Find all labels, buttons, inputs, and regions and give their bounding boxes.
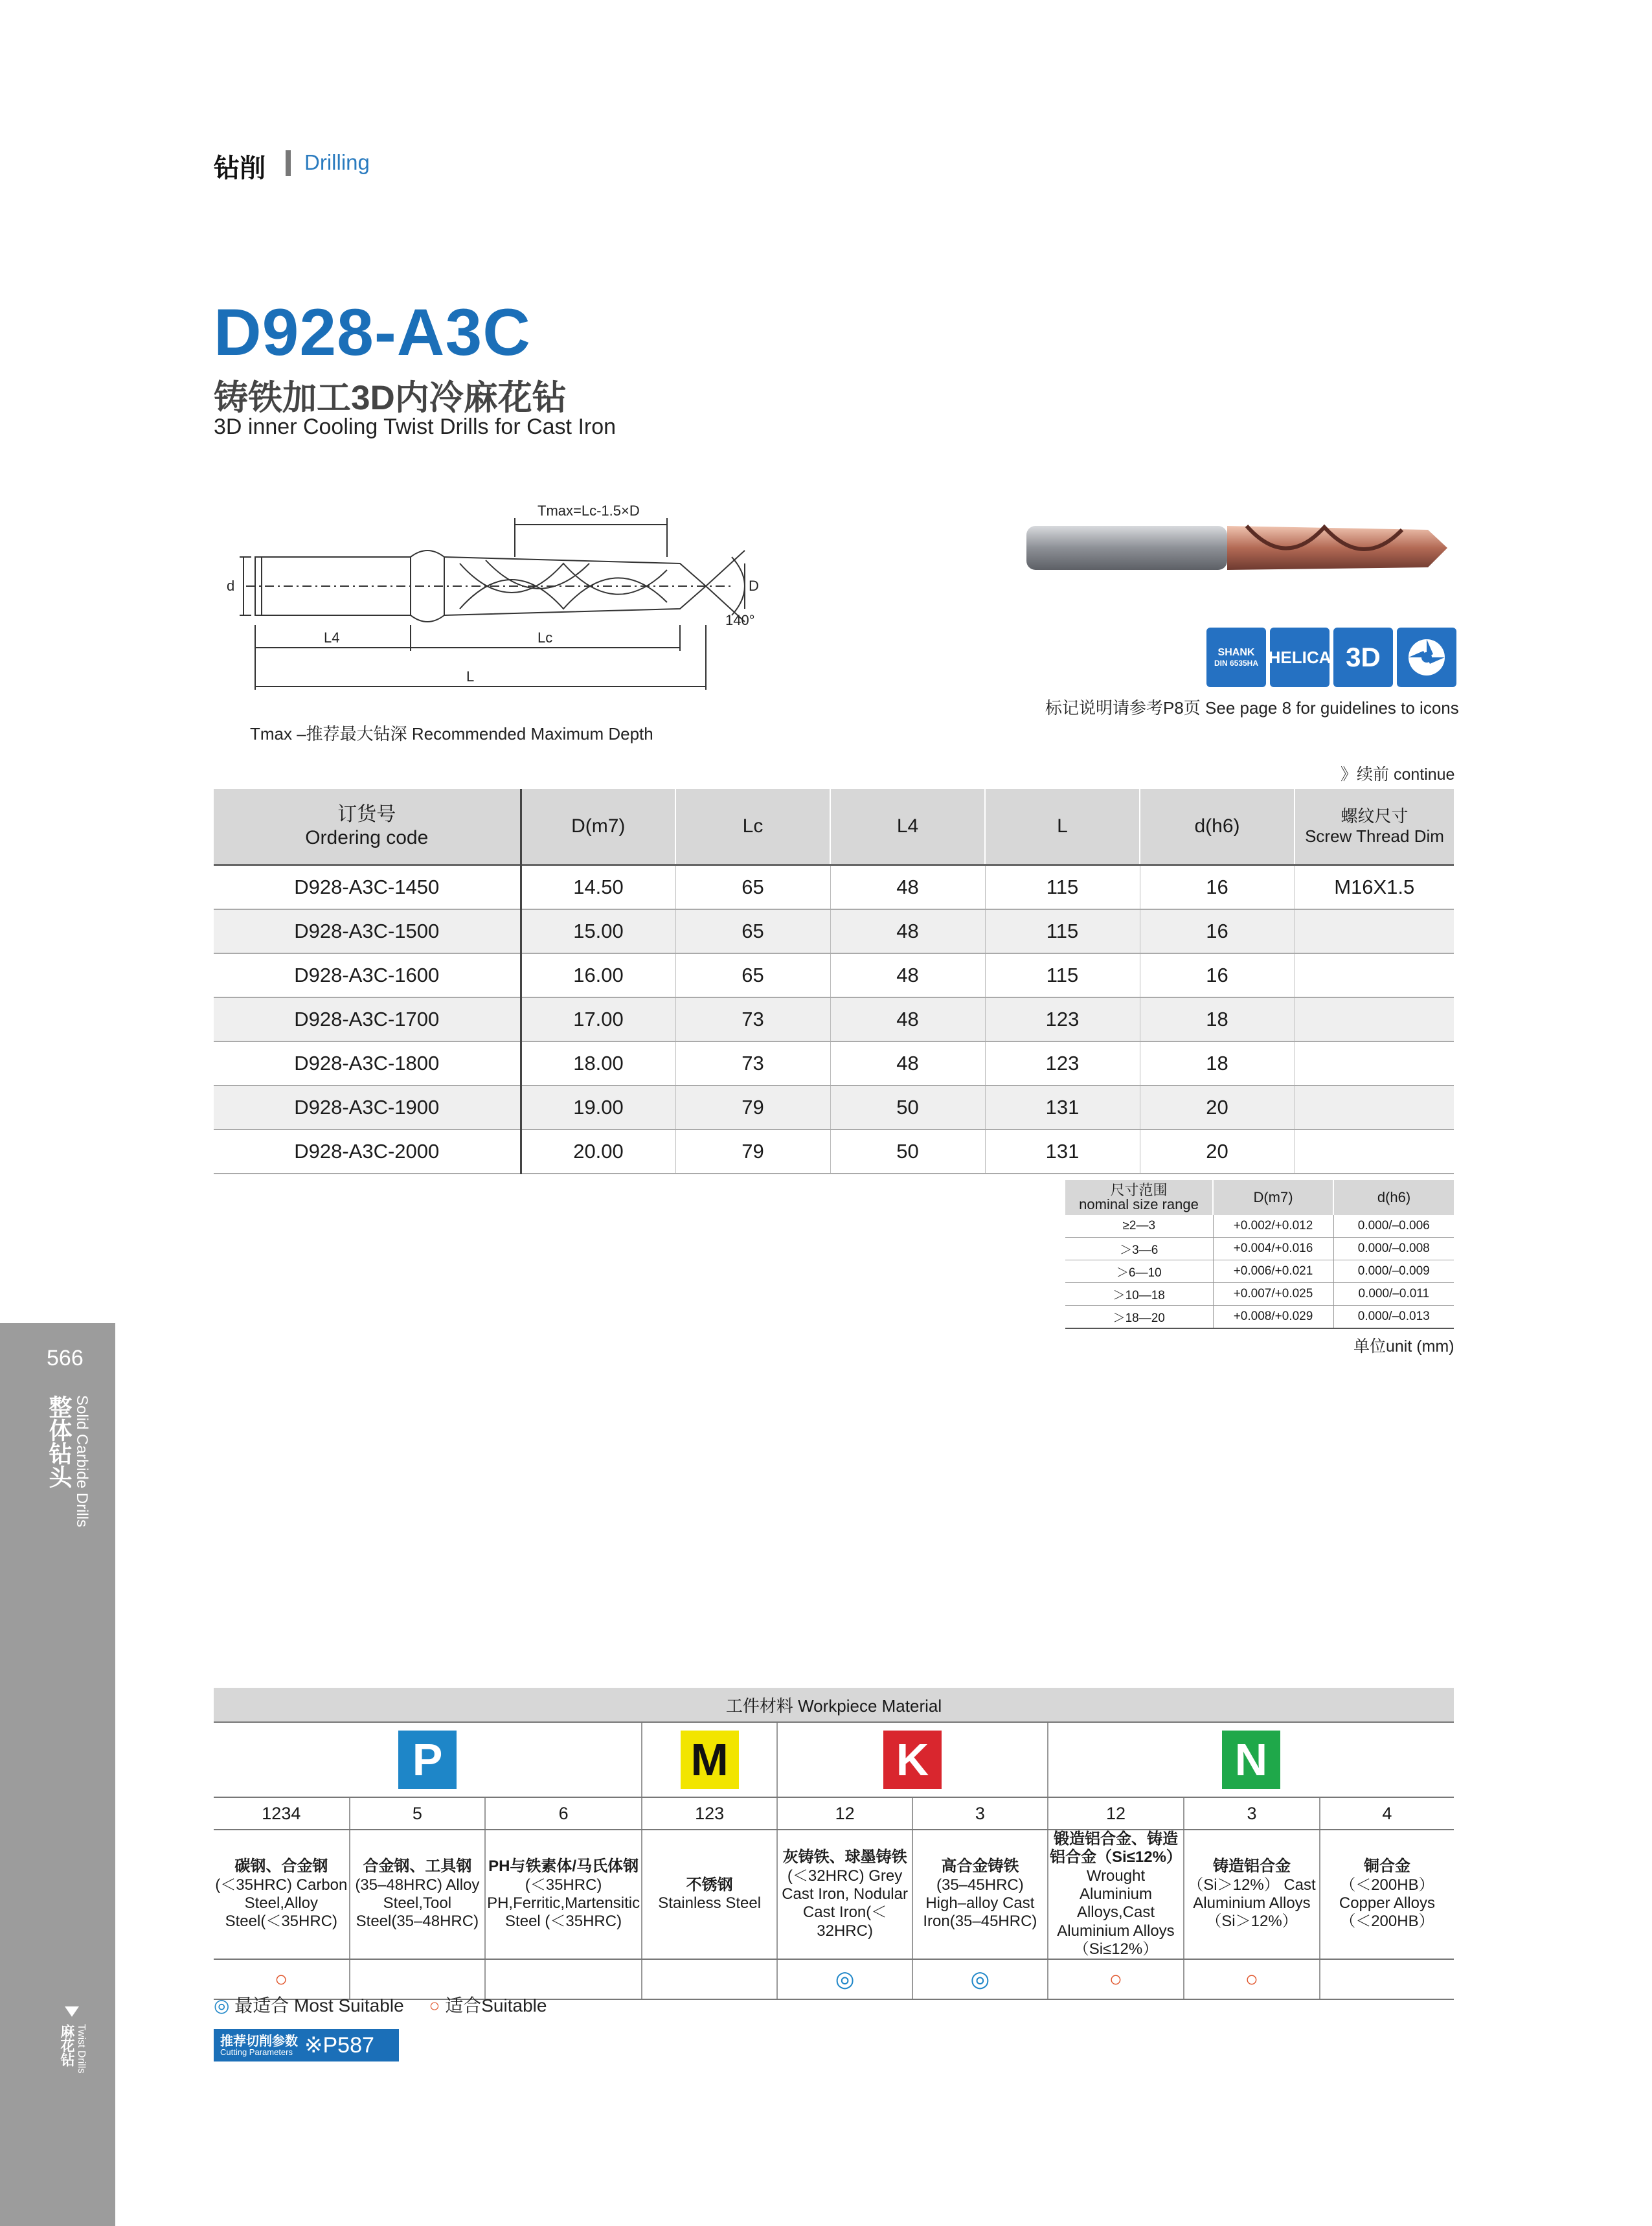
header-tol-D: D(m7) xyxy=(1213,1180,1333,1215)
most-suitable-label: 最适合 Most Suitable xyxy=(234,1995,404,2016)
header-L4: L4 xyxy=(830,789,985,865)
material-number: 5 xyxy=(350,1797,485,1830)
suitability-mark: ○ xyxy=(1048,1959,1184,1999)
suitability-mark: ◎ xyxy=(912,1959,1048,1999)
header-ordering-code: 订货号 Ordering code xyxy=(214,789,521,865)
header-Lc: Lc xyxy=(675,789,830,865)
tolerance-row: ＞18—20 +0.008/+0.029 0.000/–0.013 xyxy=(1065,1306,1454,1329)
header-divider xyxy=(286,150,291,176)
material-group-p: P xyxy=(398,1731,457,1789)
label-L4: L4 xyxy=(324,630,340,646)
material-name: 灰铸铁、球墨铸铁 (＜32HRC) Grey Cast Iron, Nodular Cast Iron(＜32HRC) xyxy=(777,1830,912,1959)
suitable-icon: ○ xyxy=(429,1995,440,2016)
suitability-mark: ○ xyxy=(1184,1959,1320,1999)
tolerance-row: ＞6—10 +0.006/+0.021 0.000/–0.009 xyxy=(1065,1260,1454,1283)
suitability-mark: ○ xyxy=(214,1959,350,1999)
header-L: L xyxy=(985,789,1140,865)
product-title-cn: 铸铁加工3D内冷麻花钻 xyxy=(214,379,567,417)
subchapter-en: Twist Drills xyxy=(76,2024,87,2074)
table-row: D928-A3C-1600 16.00 65 48 115 16 xyxy=(214,953,1454,997)
material-name: 高合金铸铁 (35–45HRC) High–alloy Cast Iron(35–45HRC) xyxy=(912,1830,1048,1959)
tolerance-row: ＞10—18 +0.007/+0.025 0.000/–0.011 xyxy=(1065,1283,1454,1306)
dimension-table xyxy=(214,789,1454,1174)
table-row: D928-A3C-2000 20.00 79 50 131 20 xyxy=(214,1130,1454,1174)
cutting-en: Cutting Parameters xyxy=(220,2047,293,2057)
header-d: d(h6) xyxy=(1140,789,1295,865)
inner-coolant-icon xyxy=(1397,628,1456,687)
material-number: 12 xyxy=(1048,1797,1184,1830)
label-angle: 140° xyxy=(725,612,755,628)
table-row: D928-A3C-1800 18.00 73 48 123 18 xyxy=(214,1041,1454,1085)
feature-icons xyxy=(1206,628,1456,687)
header-size-range: 尺寸范围 nominal size range xyxy=(1065,1180,1213,1215)
tmax-note: Tmax –推荐最大钻深 Recommended Maximum Depth xyxy=(250,724,653,744)
suitable-label: 适合Suitable xyxy=(445,1995,547,2016)
section-title-en: Drilling xyxy=(304,150,370,174)
table-row: D928-A3C-1500 15.00 65 48 115 16 xyxy=(214,909,1454,953)
drill-photo xyxy=(1026,518,1454,583)
material-number: 3 xyxy=(912,1797,1048,1830)
cutting-parameters-ref[interactable] xyxy=(214,2029,399,2061)
material-name: 不锈钢 Stainless Steel xyxy=(642,1830,777,1959)
material-number: 1234 xyxy=(214,1797,350,1830)
tolerance-row: ＞3—6 +0.004/+0.016 0.000/–0.008 xyxy=(1065,1238,1454,1260)
3d-icon: 3D xyxy=(1333,628,1393,687)
suitability-mark xyxy=(642,1959,777,1999)
material-name: 合金钢、工具钢 (35–48HRC) Alloy Steel,Tool Steel(35–48HRC) xyxy=(350,1830,485,1959)
chapter-cn: 整体钻头 xyxy=(46,1395,73,1488)
icon-guideline-note: 标记说明请参考P8页 See page 8 for guidelines to icons xyxy=(1045,698,1459,718)
material-number: 6 xyxy=(485,1797,642,1830)
chapter-en: Solid Carbide Drills xyxy=(73,1395,91,1528)
workpiece-material-table xyxy=(214,1688,1454,2000)
shank-icon: SHANK DIN 6535HA xyxy=(1206,628,1266,687)
header-thread: 螺纹尺寸 Screw Thread Dim xyxy=(1295,789,1454,865)
table-row: D928-A3C-1700 17.00 73 48 123 18 xyxy=(214,997,1454,1041)
subchapter-cn: 麻花钻 xyxy=(59,2024,75,2067)
header-D: D(m7) xyxy=(521,789,675,865)
material-name: 铜合金 （＜200HB） Copper Alloys （＜200HB） xyxy=(1320,1830,1454,1959)
material-name: 铸造铝合金 （Si＞12%） Cast Aluminium Alloys （Si＞12%） xyxy=(1184,1830,1320,1959)
material-group-k: K xyxy=(883,1731,942,1789)
tmax-formula: Tmax=Lc-1.5×D xyxy=(537,503,640,519)
unit-label: 单位unit (mm) xyxy=(1353,1337,1454,1356)
section-title-cn: 钻削 xyxy=(214,154,266,183)
most-suitable-icon: ◎ xyxy=(214,1995,230,2016)
cutting-cn: 推荐切削参数 xyxy=(220,2034,298,2049)
down-arrow-icon xyxy=(65,2006,79,2017)
page-number: 566 xyxy=(47,1346,84,1370)
label-D: D xyxy=(749,578,759,594)
suitability-legend xyxy=(214,1992,547,2017)
label-d: d xyxy=(227,578,235,594)
continue-label: 》续前 continue xyxy=(1341,766,1455,784)
workpiece-caption: 工件材料 Workpiece Material xyxy=(214,1688,1454,1722)
material-number: 4 xyxy=(1320,1797,1454,1830)
material-number: 12 xyxy=(777,1797,912,1830)
product-title-en: 3D inner Cooling Twist Drills for Cast Iron xyxy=(214,415,617,439)
table-row: D928-A3C-1450 14.50 65 48 115 16 M16X1.5 xyxy=(214,865,1454,910)
cutting-page-ref: ※P587 xyxy=(304,2033,374,2058)
material-name: 锻造铝合金、铸造铝合金（Si≤12%） Wrought Aluminium Alloys,Cast Aluminium Alloys（Si≤12%） xyxy=(1048,1830,1184,1959)
product-code: D928-A3C xyxy=(214,295,531,369)
material-name: PH与铁素体/马氏体钢 (＜35HRC) PH,Ferritic,Martensitic Steel (＜35HRC) xyxy=(485,1830,642,1959)
suitability-mark xyxy=(1320,1959,1454,1999)
suitability-mark: ◎ xyxy=(777,1959,912,1999)
material-number: 123 xyxy=(642,1797,777,1830)
material-group-n: N xyxy=(1222,1731,1280,1789)
tolerance-table xyxy=(1065,1180,1454,1329)
table-row: D928-A3C-1900 19.00 79 50 131 20 xyxy=(214,1085,1454,1130)
tolerance-row: ≥2—3 +0.002/+0.012 0.000/–0.006 xyxy=(1065,1215,1454,1238)
material-name: 碳钢、合金钢 (＜35HRC) Carbon Steel,Alloy Steel(＜35HRC) xyxy=(214,1830,350,1959)
drill-drawing xyxy=(214,492,764,699)
label-L: L xyxy=(466,668,475,685)
material-number: 3 xyxy=(1184,1797,1320,1830)
header-tol-d: d(h6) xyxy=(1333,1180,1454,1215)
material-group-m: M xyxy=(681,1731,739,1789)
label-Lc: Lc xyxy=(537,630,553,646)
helica-icon: HELICA xyxy=(1270,628,1330,687)
